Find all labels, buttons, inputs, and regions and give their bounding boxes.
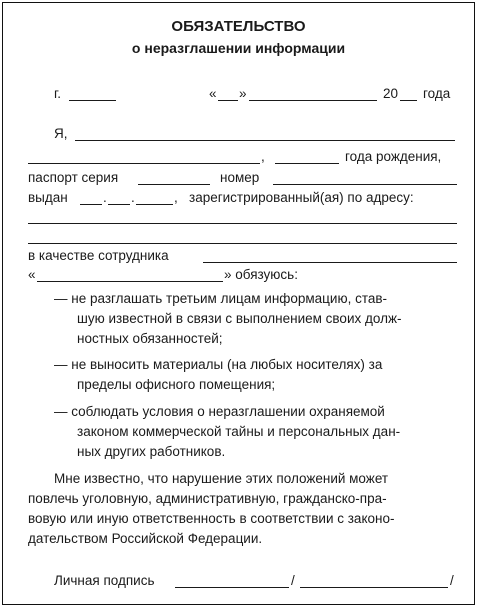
list-item-line: ностных обязанностей; — [77, 331, 223, 346]
date-open-quote: « — [209, 86, 217, 101]
year-prefix: 20 — [383, 86, 399, 101]
date-dot-1: . — [103, 190, 107, 205]
full-name-field[interactable] — [75, 140, 455, 141]
signature-end-slash: / — [450, 573, 454, 588]
full-name-field-continued[interactable] — [28, 163, 260, 164]
passport-series-label: паспорт серия — [28, 170, 119, 185]
signature-name-field[interactable] — [300, 587, 448, 588]
address-field-line-1[interactable] — [28, 223, 457, 224]
notice-line: дательством Российской Федерации. — [28, 531, 263, 546]
city-field[interactable] — [69, 100, 116, 101]
obligation-open-quote: « — [28, 267, 36, 282]
year-suffix: года — [423, 86, 451, 101]
document-page — [2, 2, 475, 605]
list-item-line: пределы офисного помещения; — [77, 377, 276, 392]
issued-day-field[interactable] — [80, 204, 102, 205]
issued-month-field[interactable] — [108, 204, 130, 205]
passport-number-label: номер — [220, 170, 260, 185]
document-title: ОБЯЗАТЕЛЬСТВО — [171, 18, 306, 35]
issued-label: выдан — [28, 190, 68, 205]
year-field[interactable] — [400, 100, 417, 101]
date-close-quote: » — [239, 86, 247, 101]
passport-number-field[interactable] — [273, 184, 457, 185]
issued-year-field[interactable] — [136, 204, 173, 205]
signature-field[interactable] — [175, 587, 289, 588]
name-comma: , — [261, 149, 265, 164]
list-item-line: ных других работников. — [77, 444, 226, 459]
as-employee-label: в качестве сотрудника — [28, 248, 169, 263]
date-dot-2: . — [131, 190, 135, 205]
i-label: Я, — [54, 126, 68, 141]
signature-label: Личная подпись — [54, 573, 155, 588]
issued-comma: , — [174, 190, 178, 205]
birth-year-field[interactable] — [275, 163, 339, 164]
list-item-line: — не разглашать третьим лицам информацию, став- — [54, 291, 388, 306]
document-subtitle: о неразглашении информации — [131, 40, 346, 56]
obligation-label: » обязуюсь: — [224, 267, 298, 282]
month-field[interactable] — [249, 100, 377, 101]
list-item-line: — не выносить материалы (на любых носителях) за — [54, 357, 383, 372]
registered-label: зарегистрированный(ая) по адресу: — [189, 190, 414, 205]
passport-series-field[interactable] — [138, 184, 210, 185]
day-field[interactable] — [218, 100, 238, 101]
birth-year-label: года рождения, — [345, 149, 442, 164]
signature-separator: / — [291, 573, 295, 588]
notice-line: Мне известно, что нарушение этих положений может — [54, 471, 389, 486]
company-name-field[interactable] — [37, 281, 223, 282]
notice-line: вовую или иную ответственность в соответствии с законо- — [28, 511, 395, 526]
employer-field[interactable] — [203, 262, 457, 263]
list-item-line: законом коммерческой тайны и персональных дан- — [77, 424, 401, 439]
address-field-line-2[interactable] — [28, 243, 457, 244]
list-item-line: шую известной в связи с выполнением своих долж- — [77, 311, 402, 326]
list-item-line: — соблюдать условия о неразглашении охраняемой — [54, 404, 385, 419]
city-label: г. — [54, 86, 62, 101]
notice-line: повлечь уголовную, административную, гражданско-пра- — [28, 491, 387, 506]
